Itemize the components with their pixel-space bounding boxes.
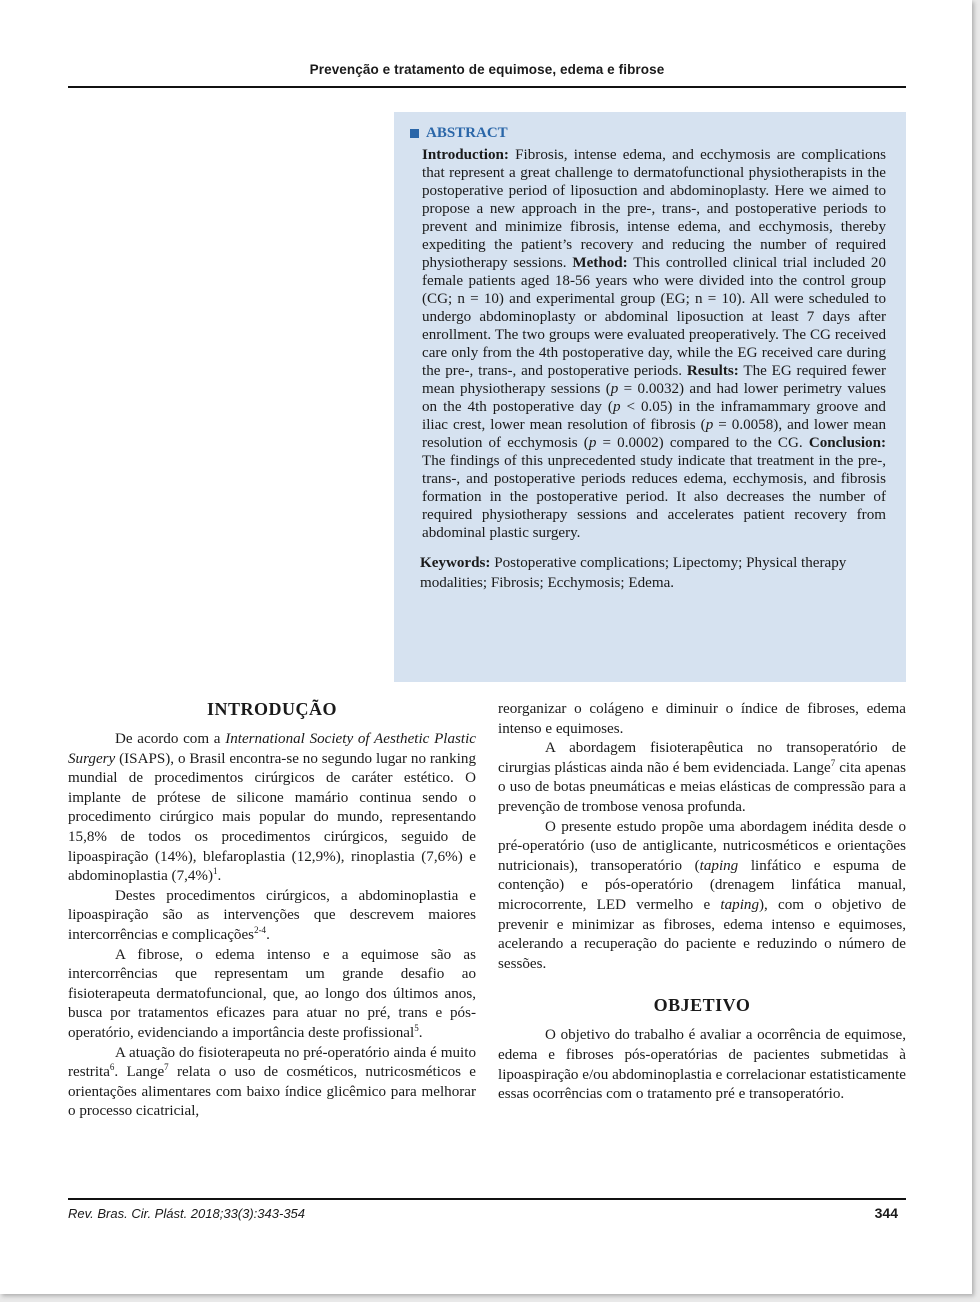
abstract-body — [422, 146, 886, 542]
intro-paragraph-2 — [68, 887, 476, 946]
results-text-3: < 0.05) in the inframammary groove and iliac crest, lower mean resolution of fibrosis ( — [422, 399, 886, 433]
text-run: relata o uso de cosméticos, nutricosméticos e orientações alimentares com baixo índice glicêmico para melhorar o processo cicatricial, — [68, 1064, 476, 1120]
method-label: Method: — [572, 255, 628, 271]
intro-heading: INTRODUÇÃO — [206, 699, 337, 719]
square-bullet-icon — [410, 129, 419, 138]
footer-rule — [68, 1198, 906, 1200]
intro-paragraph-4 — [68, 1044, 476, 1122]
text-run: linfático e espuma de contenção) e pós-operatório (drenagem linfática manual, microcorrente, LED vermelho e — [498, 857, 906, 913]
intro-paragraph-4-continued: reorganizar o colágeno e diminuir o índice de fibroses, edema intenso e equimoses. — [498, 701, 906, 737]
reference-mark: 6 — [109, 1062, 115, 1073]
objective-paragraph: O objetivo do trabalho é avaliar a ocorrência de equimose, edema e fibroses pós-operatórias de pacientes submetidas à lipoaspiração e/ou abdominoplastia e correlacionar estatisticamente essas ocorrências com o tratamento pré e transoperatório. — [498, 1027, 906, 1103]
text-run: Destes procedimentos cirúrgicos, a abdominoplastia e lipoaspiração são as intervenções que descrevem maiores intercorrências e complicações — [68, 887, 476, 943]
reference-mark: 7 — [830, 757, 836, 768]
objective-heading: OBJETIVO — [653, 995, 751, 1016]
text-run: De acordo com a — [115, 731, 226, 747]
p-symbol: p — [705, 417, 714, 433]
text-run: ), com o objetivo de prevenir e minimizar as fibroses, edema intenso e equimoses, acelerando a recuperação do paciente e reduzindo o número de sessões. — [498, 896, 906, 972]
page-number: 344 — [874, 1205, 898, 1221]
results-label: Results: — [686, 363, 739, 379]
text-run: O presente estudo propõe uma abordagem inédita desde o pré-operatório (uso de antiglicante, nutricosméticos e orientações nutricionais), transoperatório ( — [498, 818, 906, 874]
right-column — [498, 700, 906, 1105]
text-run: . — [418, 1024, 423, 1041]
method-text: This controlled clinical trial included 20 female patients aged 18-56 years who were divided into the control group (CG; n = 10) and experimental group (EG; n = 10). All were scheduled to undergo abdominoplasty or abdominal liposuction at least 7 days after enrollment. The two groups were evaluated preoperatively. The CG received care only from the 4th postoperative day, while the EG received care during the pre-, trans-, and postoperative periods. — [422, 255, 886, 379]
left-column — [68, 700, 476, 1122]
intro-paragraph-3 — [68, 946, 476, 1044]
reference-mark: 7 — [164, 1062, 169, 1073]
intro-paragraph-6 — [498, 818, 906, 975]
text-run: A abordagem fisioterapêutica no transoperatório de cirurgias plásticas ainda não é bem evidenciada. Lange — [498, 740, 906, 776]
text-run: cita apenas o uso de botas pneumáticas e meias elásticas de compressão para a prevenção de trombose venosa profunda. — [498, 759, 906, 815]
abstract-heading: ABSTRACT — [426, 125, 508, 141]
text-run: . Lange — [114, 1064, 165, 1081]
intro-label: Introduction: — [422, 147, 509, 163]
intro-paragraph-5 — [498, 739, 906, 817]
abstract-title — [410, 125, 886, 142]
p-symbol: p — [588, 435, 597, 451]
keywords — [420, 554, 886, 593]
keywords-text: Postoperative complications; Lipectomy; Physical therapy modalities; Fibrosis; Ecchymosis; Edema. — [420, 555, 847, 591]
p-symbol: p — [612, 399, 621, 415]
running-head: Prevenção e tratamento de equimose, edema e fibrose — [309, 62, 665, 77]
text-run: (ISAPS), o Brasil encontra-se no segundo lugar no ranking mundial de procedimentos cirúrgicos de caráter estético. O implante de prótese de silicone mamário continua sendo o procedimento cirúrgico mais popular do mundo, representando 15,8% de todos os procedimentos cirúrgicos, seguido de lipoaspiração (14%), blefaroplastia (12,9%), rinoplastia (7,6%) e abdominoplastia (7,4%) — [68, 750, 476, 885]
results-text-1: The EG required fewer mean physiotherapy sessions ( — [422, 363, 886, 397]
society-name: International Society of Aesthetic Plastic Surgery — [68, 731, 476, 767]
reference-mark: 2-4 — [254, 924, 267, 935]
italic-term: taping — [699, 857, 739, 874]
italic-term: taping — [720, 896, 759, 913]
text-run: . — [217, 868, 222, 885]
results-text-2: = 0.0032) and had lower perimetry values on the 4th postoperative day ( — [422, 381, 886, 415]
intro-text: Fibrosis, intense edema, and ecchymosis are complications that represent a great challenge to dermatofunctional physiotherapists in the postoperative period of liposuction and abdominoplasty. Here we aimed to propose a new approach in the pre-, trans-, and postoperative periods to prevent and minimize fibrosis, intense edema, and ecchymosis, thereby expediting the patient’s recovery and reducing the number of required physiotherapy sessions. — [422, 147, 886, 271]
results-text-5: = 0.0002) compared to the CG. — [596, 435, 809, 451]
results-text-4: = 0.0058), and lower mean resolution of ecchymosis ( — [422, 417, 886, 451]
text-run: A atuação do fisioterapeuta no pré-operatório ainda é muito restrita — [68, 1044, 476, 1081]
conclusion-text: The findings of this unprecedented study indicate that treatment in the pre-, trans-, and postoperative periods reduces edema, ecchymosis, and fibrosis formation in the postoperative period. It also decreases the number of required physiotherapy sessions and accelerates patient recovery from abdominal plastic surgery. — [422, 453, 886, 541]
reference-mark: 5 — [414, 1022, 419, 1033]
keywords-label: Keywords: — [420, 555, 491, 571]
abstract-box — [394, 112, 906, 682]
p-symbol: p — [610, 381, 619, 397]
conclusion-label: Conclusion: — [808, 435, 886, 451]
intro-paragraph-1 — [68, 730, 476, 887]
journal-citation: Rev. Bras. Cir. Plást. 2018;33(3):343-354 — [68, 1206, 306, 1221]
header-rule — [68, 86, 906, 88]
reference-mark: 1 — [213, 866, 218, 877]
text-run: A fibrose, o edema intenso e a equimose são as intercorrências que representam um grande desafio ao fisioterapeuta dermatofuncional, que, ao longo dos últimos anos, busca por tratamentos eficazes para atuar no pré, trans e pós-operatório, evidenciando a importância deste profissional — [68, 946, 476, 1041]
text-run: . — [266, 926, 270, 943]
